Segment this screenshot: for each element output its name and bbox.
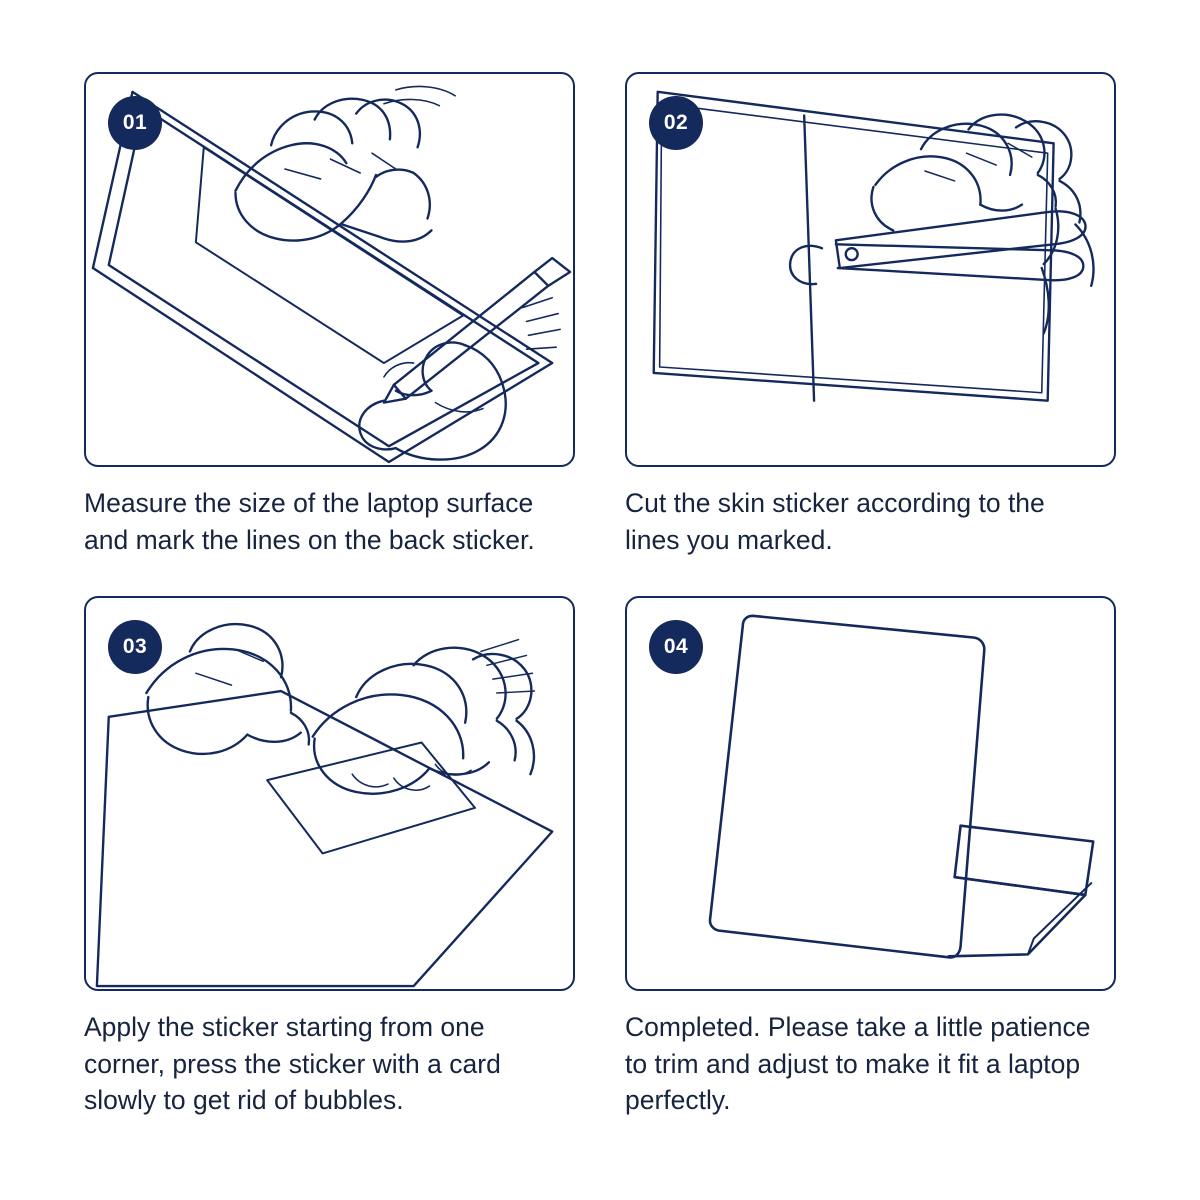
step-04 (625, 596, 1116, 1119)
step-02-panel (625, 72, 1116, 467)
step-03-panel (84, 596, 575, 991)
step-04-panel (625, 596, 1116, 991)
step-02-caption: Cut the skin sticker according to the lines you marked. (625, 488, 1045, 555)
step-01-caption: Measure the size of the laptop surface and mark the lines on the back sticker. (84, 488, 535, 555)
steps-grid (84, 72, 1116, 1119)
step-01-panel (84, 72, 575, 467)
step-01 (84, 72, 575, 558)
step-04-badge: 04 (649, 620, 703, 674)
step-01-badge: 01 (108, 96, 162, 150)
step-02-badge: 02 (649, 96, 703, 150)
step-02 (625, 72, 1116, 558)
step-03-caption: Apply the sticker starting from one corner, press the sticker with a card slowly to get rid of bubbles. (84, 1012, 501, 1116)
step-03-badge: 03 (108, 620, 162, 674)
step-04-caption: Completed. Please take a little patience to trim and adjust to make it fit a laptop perfectly. (625, 1012, 1091, 1116)
step-03 (84, 596, 575, 1119)
